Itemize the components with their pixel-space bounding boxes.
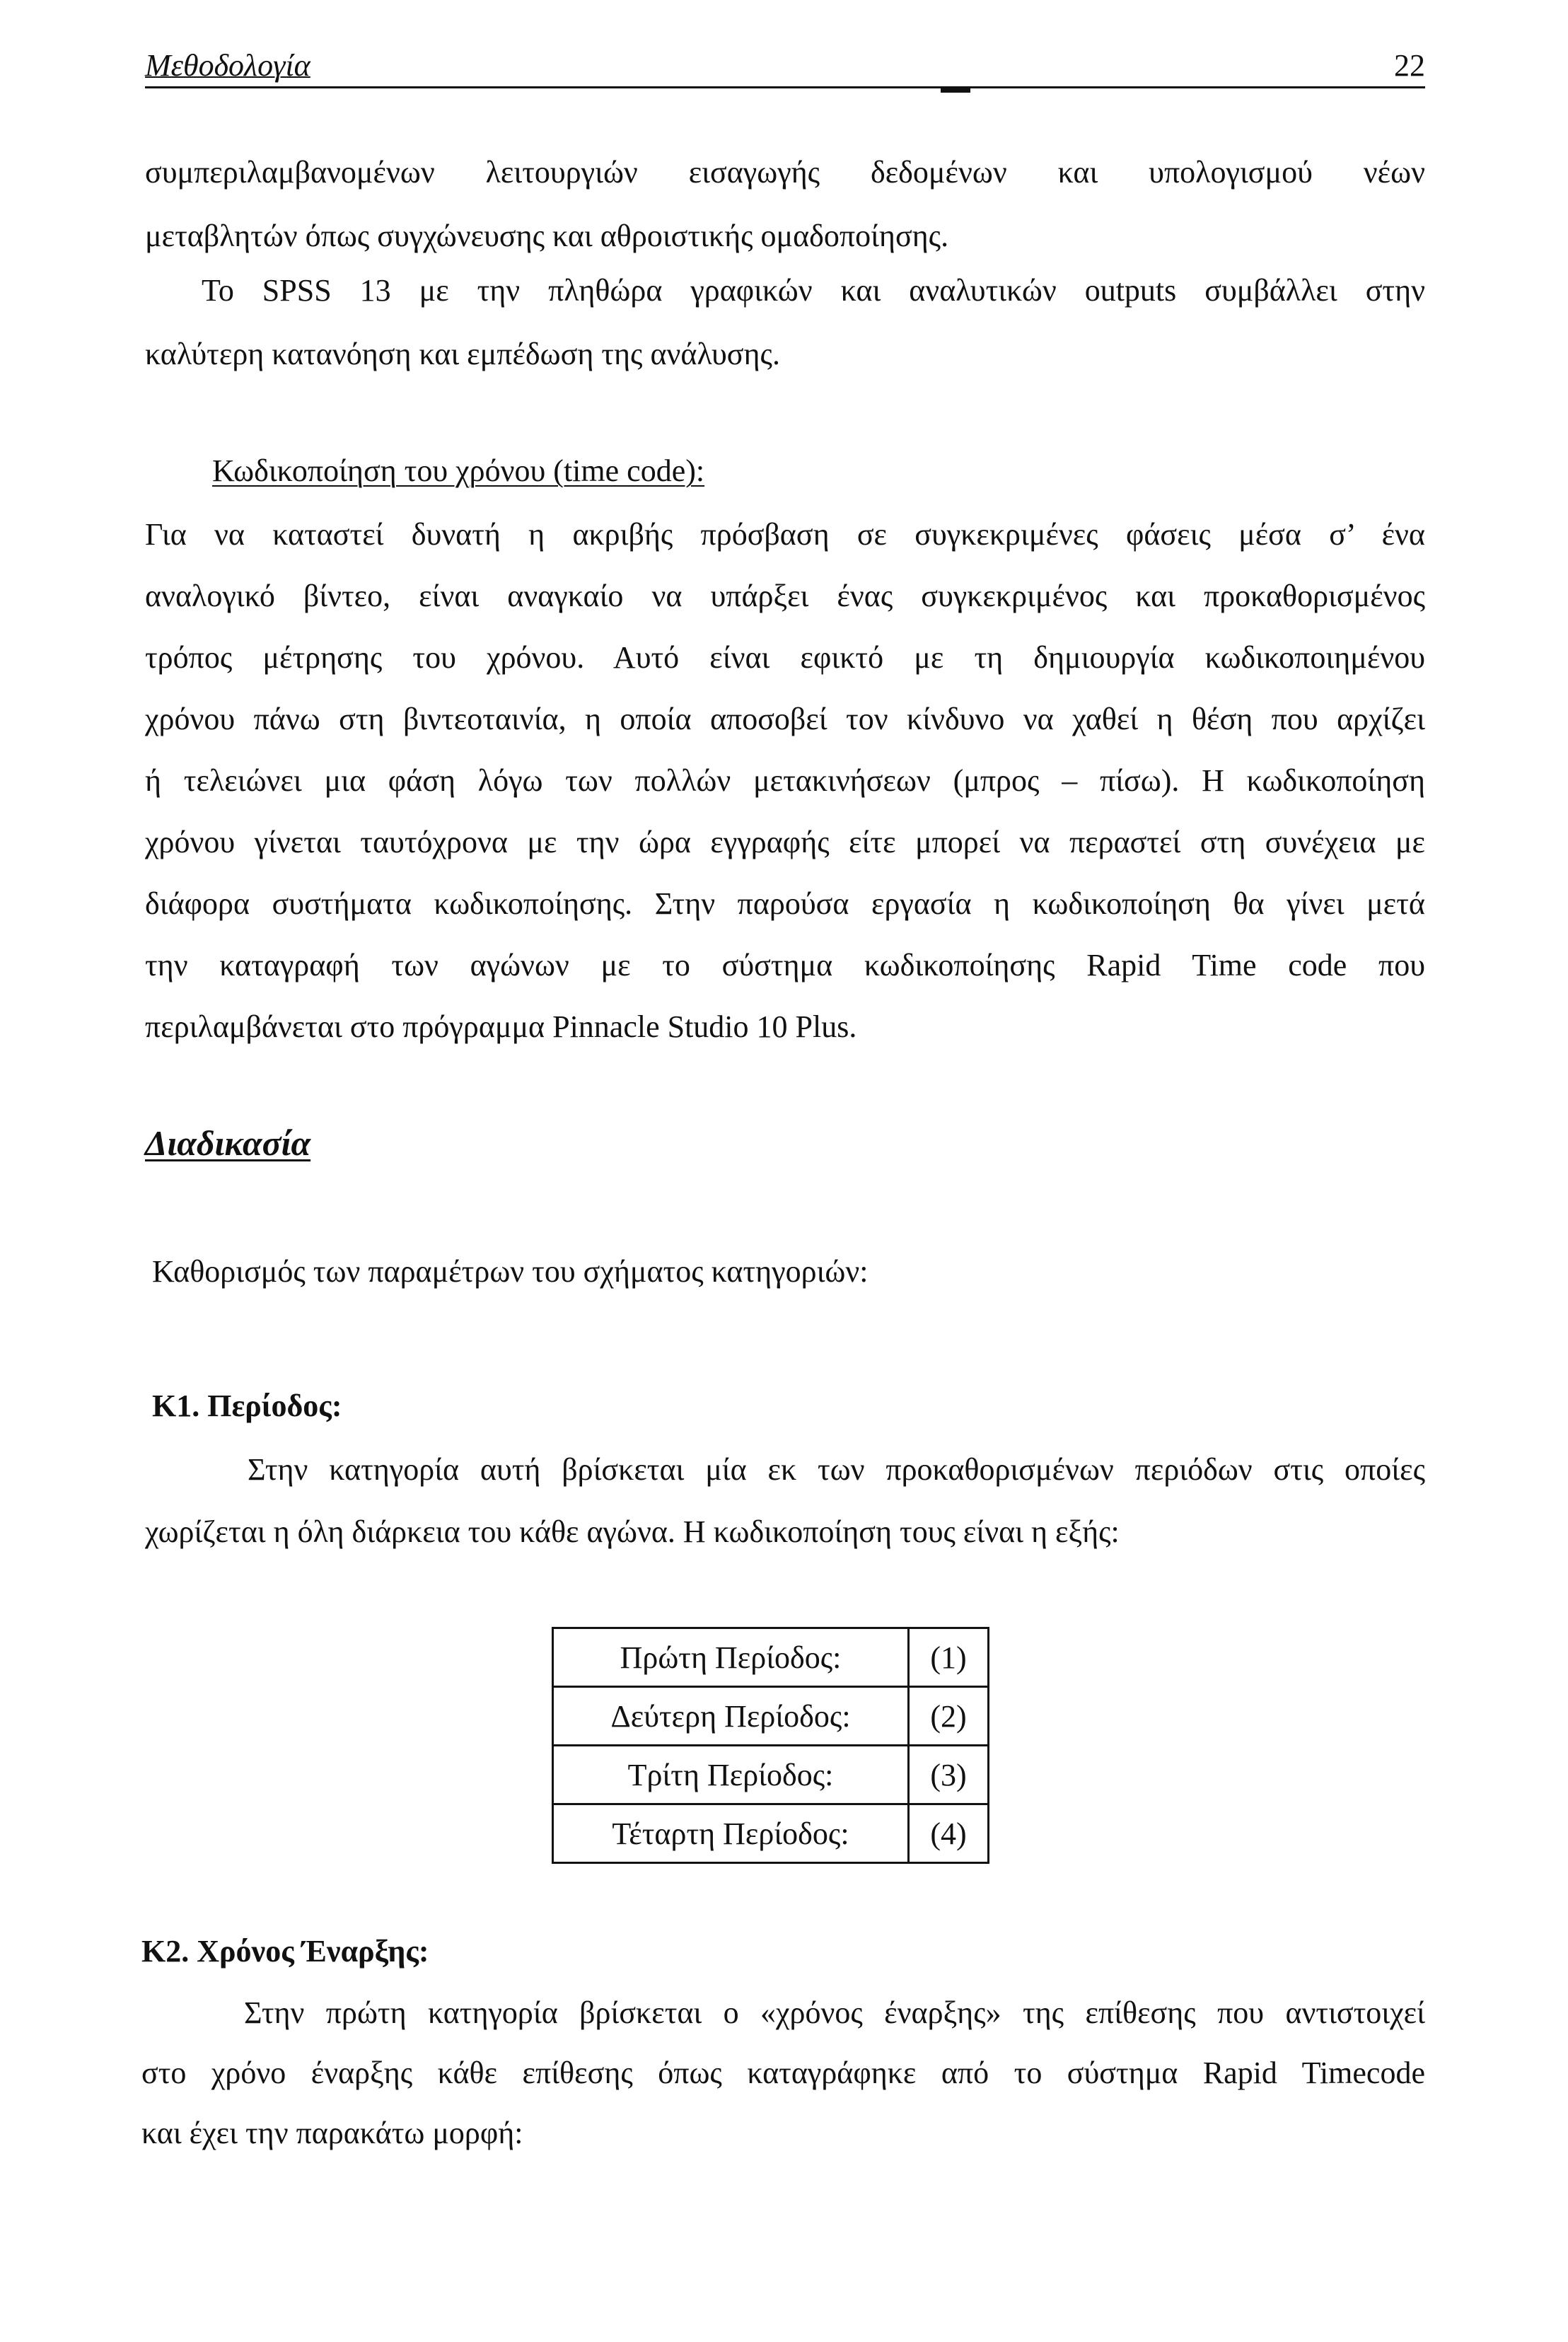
period-codes-table bbox=[552, 1627, 989, 1864]
k2-line-2: στο χρόνο έναρξης κάθε επίθεσης όπως καταγράφηκε από το σύστημα Rapid Timecode bbox=[141, 2056, 1425, 2090]
procedure-subtitle: Καθορισμός των παραμέτρων του σχήματος κατηγοριών: bbox=[152, 1254, 869, 1289]
header-rule-mark bbox=[941, 86, 970, 93]
k2-heading: K2. Χρόνος Έναρξης: bbox=[141, 1934, 429, 1969]
table-row bbox=[553, 1746, 989, 1804]
page-number: 22 bbox=[1394, 48, 1425, 83]
k1-heading: K1. Περίοδος: bbox=[152, 1389, 342, 1423]
timecode-line-9: περιλαμβάνεται στο πρόγραμμα Pinnacle Studio 10 Plus. bbox=[145, 1009, 857, 1044]
page-header bbox=[145, 44, 1425, 88]
period-name-cell: Πρώτη Περίοδος: bbox=[553, 1628, 909, 1687]
period-code-cell: (2) bbox=[909, 1687, 989, 1746]
timecode-line-3: τρόπος μέτρησης του χρόνου. Αυτό είναι εφικτό με τη δημιουργία κωδικοποιημένου bbox=[145, 640, 1425, 675]
period-code-cell: (1) bbox=[909, 1628, 989, 1687]
k2-line-1: Στην πρώτη κατηγορία βρίσκεται ο «χρόνος έναρξης» της επίθεσης που αντιστοιχεί bbox=[244, 1995, 1425, 2030]
timecode-line-5: ή τελειώνει μια φάση λόγω των πολλών μετακινήσεων (μπρος – πίσω). Η κωδικοποίηση bbox=[145, 763, 1425, 798]
table-row bbox=[553, 1687, 989, 1746]
intro-line-1: συμπεριλαμβανομένων λειτουργιών εισαγωγής δεδομένων και υπολογισμού νέων bbox=[145, 155, 1425, 190]
intro-line-2: μεταβλητών όπως συγχώνευσης και αθροιστικής ομαδοποίησης. bbox=[145, 219, 949, 253]
timecode-line-2: αναλογικό βίντεο, είναι αναγκαίο να υπάρξει ένας συγκεκριμένος και προκαθορισμένος bbox=[145, 579, 1425, 613]
period-code-cell: (4) bbox=[909, 1804, 989, 1863]
table-row bbox=[553, 1628, 989, 1687]
timecode-line-1: Για να καταστεί δυνατή η ακριβής πρόσβαση σε συγκεκριμένες φάσεις μέσα σ’ ένα bbox=[145, 517, 1425, 552]
period-name-cell: Δεύτερη Περίοδος: bbox=[553, 1687, 909, 1746]
k1-line-2: χωρίζεται η όλη διάρκεια του κάθε αγώνα. Η κωδικοποίηση τους είναι η εξής: bbox=[145, 1514, 1120, 1549]
table-row bbox=[553, 1804, 989, 1863]
timecode-line-6: χρόνου γίνεται ταυτόχρονα με την ώρα εγγραφής είτε μπορεί να περαστεί στη συνέχεια με bbox=[145, 825, 1425, 859]
intro-line-4: καλύτερη κατανόηση και εμπέδωση της ανάλυσης. bbox=[145, 337, 780, 371]
period-name-cell: Τέταρτη Περίοδος: bbox=[553, 1804, 909, 1863]
timecode-line-7: διάφορα συστήματα κωδικοποίησης. Στην παρούσα εργασία η κωδικοποίηση θα γίνει μετά bbox=[145, 886, 1425, 921]
header-title: Μεθοδολογία bbox=[145, 48, 310, 83]
timecode-line-4: χρόνου πάνω στη βιντεοταινία, η οποία αποσοβεί τον κίνδυνο να χαθεί η θέση που αρχίζει bbox=[145, 702, 1425, 736]
intro-line-3: Το SPSS 13 με την πληθώρα γραφικών και αναλυτικών outputs συμβάλλει στην bbox=[202, 273, 1425, 308]
k2-line-3: και έχει την παρακάτω μορφή: bbox=[141, 2116, 523, 2150]
procedure-heading: Διαδικασία bbox=[145, 1123, 311, 1163]
timecode-heading: Κωδικοποίηση του χρόνου (time code): bbox=[212, 453, 705, 488]
timecode-line-8: την καταγραφή των αγώνων με το σύστημα κωδικοποίησης Rapid Time code που bbox=[145, 948, 1425, 982]
k1-line-1: Στην κατηγορία αυτή βρίσκεται μία εκ των προκαθορισμένων περιόδων στις οποίες bbox=[248, 1452, 1425, 1487]
period-code-cell: (3) bbox=[909, 1746, 989, 1804]
period-name-cell: Τρίτη Περίοδος: bbox=[553, 1746, 909, 1804]
